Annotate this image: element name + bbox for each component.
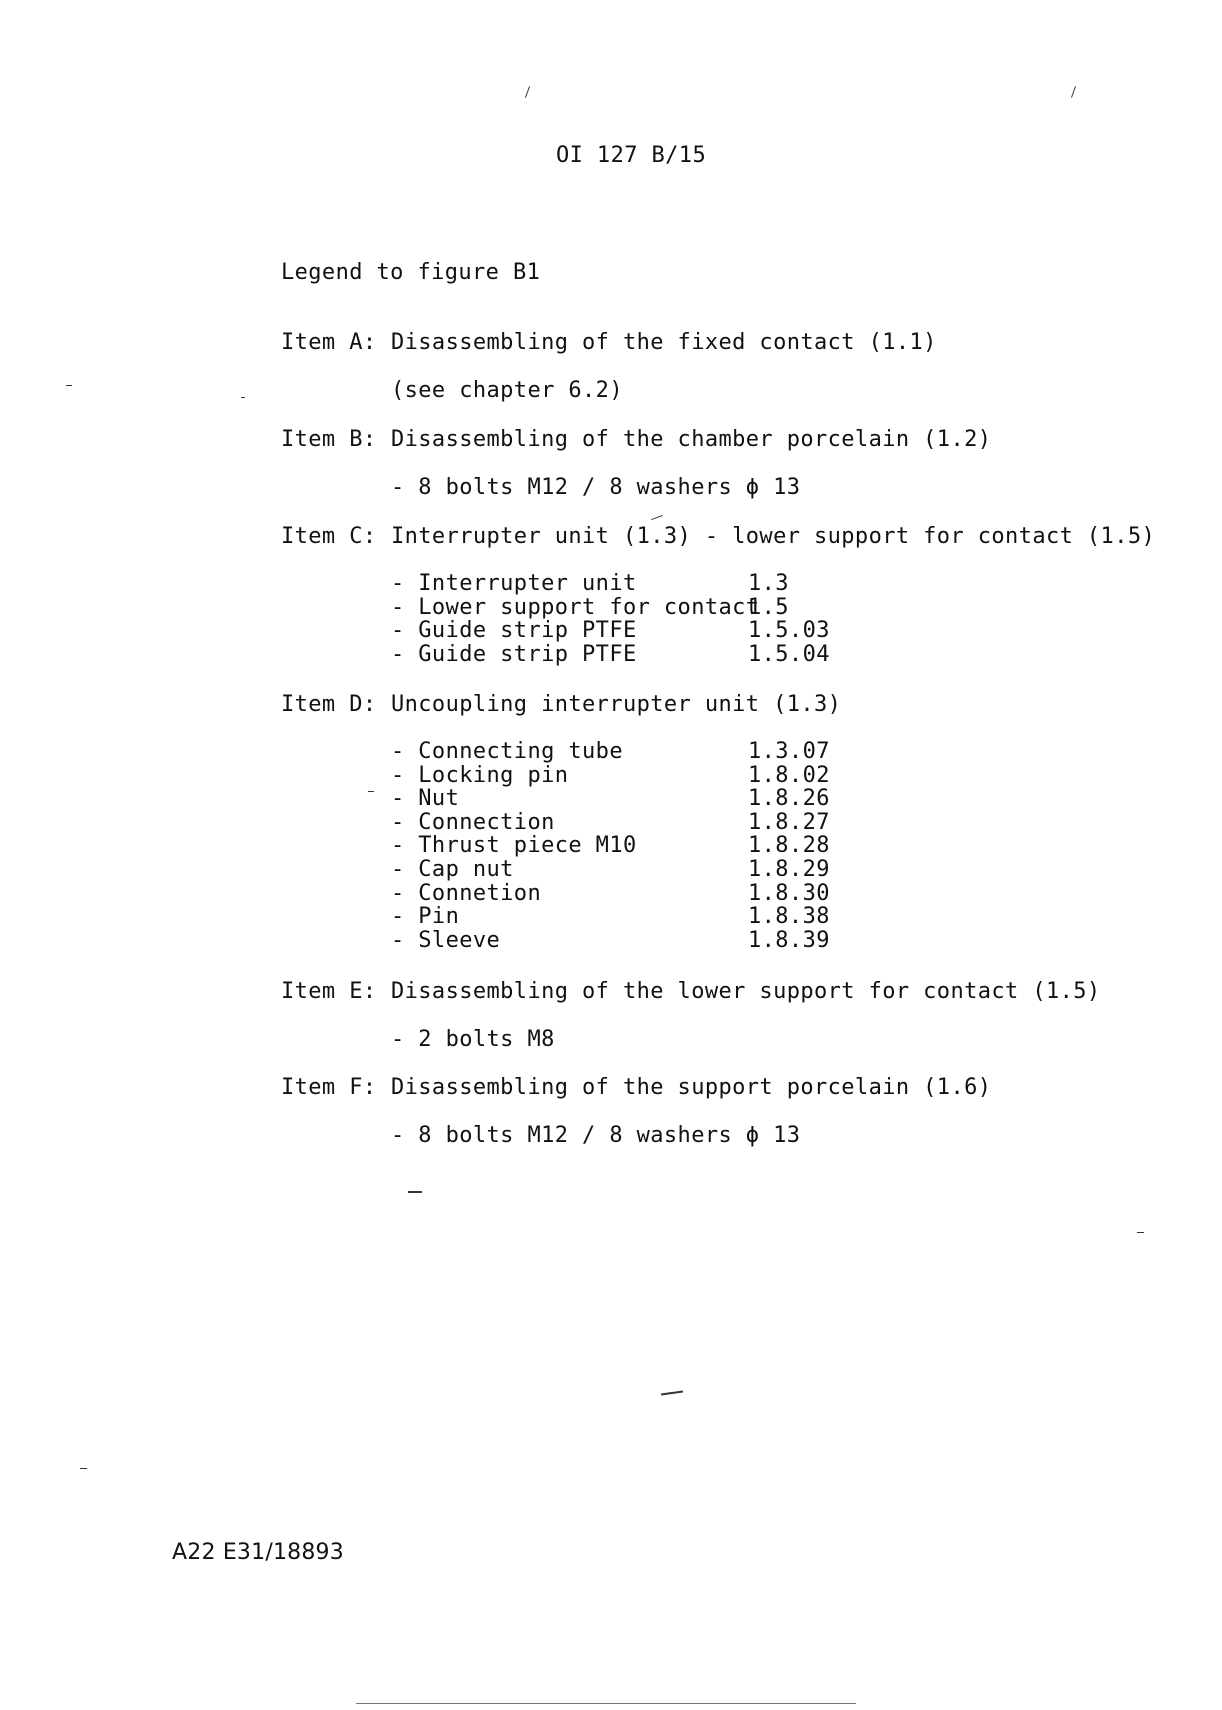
part-name: - Guide strip PTFE — [391, 618, 637, 644]
part-number: 1.8.26 — [748, 786, 830, 812]
scan-speck — [241, 397, 245, 398]
list-item — [391, 572, 830, 596]
part-number: 1.3.07 — [748, 739, 830, 764]
list-item — [391, 929, 830, 953]
part-number: 1.8.38 — [748, 904, 830, 930]
part-name: - Locking pin — [391, 762, 569, 788]
part-number: 1.5 — [748, 594, 789, 620]
part-number: 1.8.28 — [748, 833, 830, 859]
part-name: - Pin — [391, 904, 460, 930]
scan-speck — [525, 86, 530, 98]
list-item — [391, 619, 830, 643]
item-label: Item C: — [281, 524, 377, 549]
scan-speck — [408, 1191, 422, 1193]
list-item — [391, 764, 830, 788]
part-number: 1.8.29 — [748, 856, 830, 882]
part-number: 1.8.02 — [748, 762, 830, 788]
item-note: - 8 bolts M12 / 8 washers ϕ 13 — [391, 475, 801, 500]
item-label: Item D: — [281, 692, 377, 717]
scan-speck — [66, 385, 72, 386]
part-name: - Cap nut — [391, 856, 514, 882]
list-item — [391, 882, 830, 906]
part-name: - Sleeve — [391, 927, 501, 953]
part-number: 1.8.39 — [748, 927, 830, 953]
scan-speck — [80, 1468, 87, 1469]
list-item — [391, 643, 830, 667]
list-item — [391, 740, 830, 764]
part-name: - Connection — [391, 809, 555, 835]
part-name: - Connetion — [391, 880, 542, 906]
part-name: - Interrupter unit — [391, 571, 637, 596]
part-name: - Guide strip PTFE — [391, 641, 637, 667]
list-item — [391, 858, 830, 882]
item-note: (see chapter 6.2) — [391, 378, 623, 403]
part-name: - Connecting tube — [391, 739, 623, 764]
part-number: 1.8.27 — [748, 809, 830, 835]
part-number: 1.3 — [748, 571, 789, 596]
list-item — [391, 811, 830, 835]
document-reference: OI 127 B/15 — [556, 143, 707, 168]
item-note: - 8 bolts M12 / 8 washers ϕ 13 — [391, 1123, 801, 1148]
list-item — [391, 905, 830, 929]
item-label: Item F: — [281, 1075, 377, 1100]
part-name: - Lower support for contact — [391, 594, 760, 620]
item-title: Disassembling of the support porcelain (1.6) — [391, 1075, 992, 1100]
part-name: - Nut — [391, 786, 460, 812]
item-label: Item A: — [281, 330, 377, 355]
item-title: Disassembling of the fixed contact (1.1) — [391, 330, 937, 355]
item-label: Item E: — [281, 979, 377, 1004]
list-item — [391, 834, 830, 858]
part-number: 1.5.03 — [748, 618, 830, 644]
list-item — [391, 787, 830, 811]
scan-speck — [1137, 1232, 1144, 1233]
part-number: 1.8.30 — [748, 880, 830, 906]
parts-list — [391, 740, 830, 952]
item-title: Uncoupling interrupter unit (1.3) — [391, 692, 842, 717]
footer-reference: A22 E31/18893 — [172, 1540, 344, 1565]
item-title: Interrupter unit (1.3) - lower support for contact (1.5) — [391, 524, 1156, 549]
item-title: Disassembling of the lower support for contact (1.5) — [391, 979, 1101, 1004]
item-note: - 2 bolts M8 — [391, 1027, 555, 1052]
part-name: - Thrust piece M10 — [391, 833, 637, 859]
item-title: Disassembling of the chamber porcelain (1.2) — [391, 427, 992, 452]
scan-speck — [368, 791, 374, 792]
item-label: Item B: — [281, 427, 377, 452]
scan-line — [356, 1703, 856, 1704]
scan-speck — [651, 515, 663, 520]
scan-speck — [1071, 86, 1076, 98]
parts-list — [391, 572, 830, 666]
scan-speck — [661, 1390, 683, 1395]
part-number: 1.5.04 — [748, 641, 830, 667]
list-item — [391, 596, 830, 620]
legend-title: Legend to figure B1 — [281, 260, 541, 285]
